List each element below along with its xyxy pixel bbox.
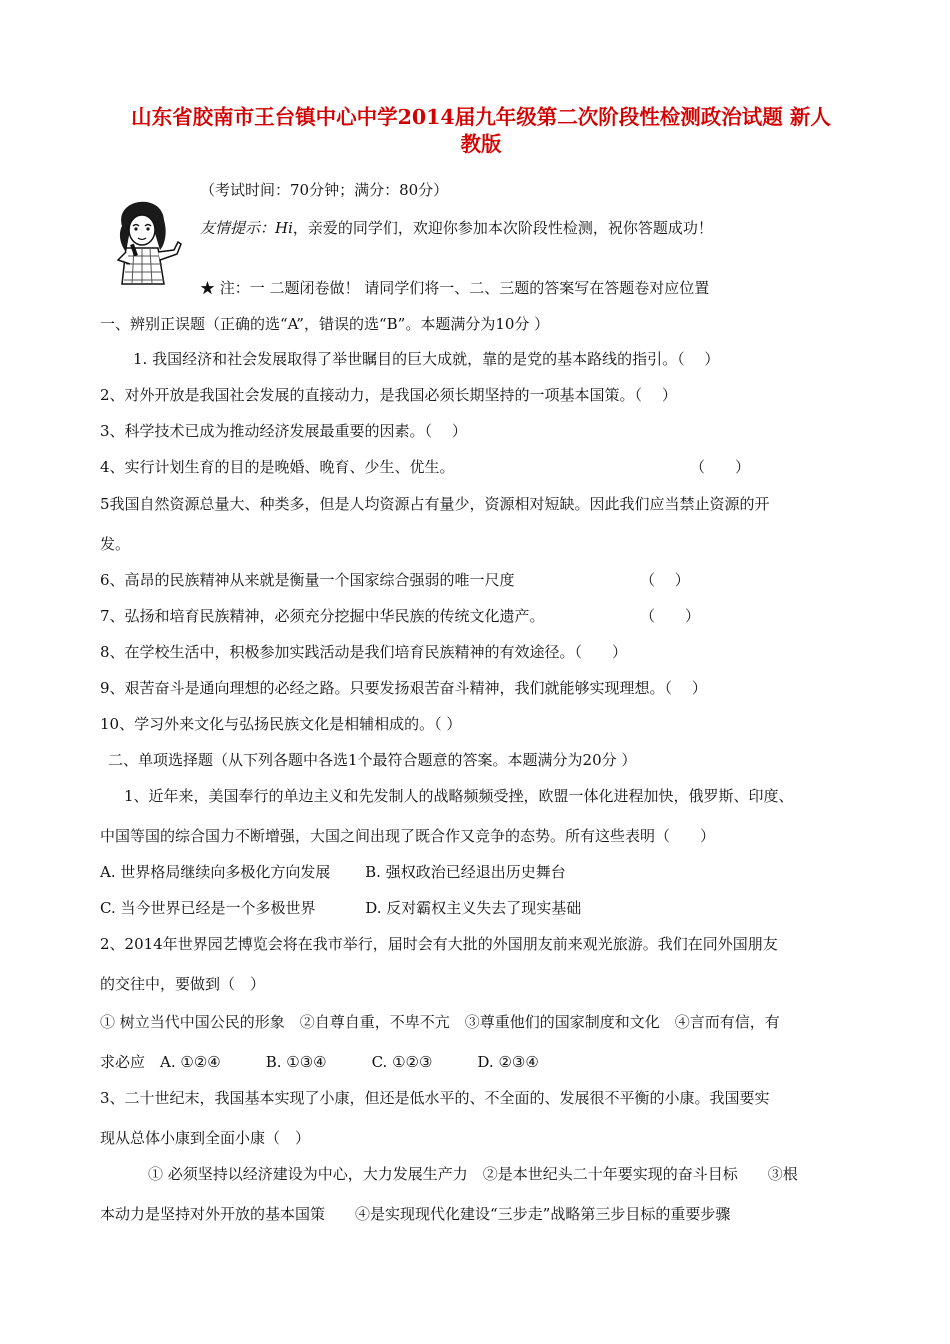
title-line-2: 教版	[460, 132, 502, 156]
tip-text: ，亲爱的同学们，欢迎你参加本次阶段性检测，祝你答题成功！	[292, 219, 713, 237]
document-title	[96, 104, 866, 158]
question-line: 发。	[100, 535, 131, 553]
question-line: 3、二十世纪末，我国基本实现了小康，但还是低水平的、不全面的、发展很不平衡的小康。我国要实	[100, 1089, 770, 1107]
option-line: A. 世界格局继续向多极化方向发展 B. 强权政治已经退出历史舞台	[100, 863, 566, 881]
question-line: 9、艰苦奋斗是通向理想的必经之路。只要发扬艰苦奋斗精神，我们就能够实现理想。（ ）	[100, 679, 707, 697]
question-line: 3、科学技术已成为推动经济发展最重要的因素。（ ）	[100, 422, 467, 440]
answer-blank: （ ）	[690, 458, 751, 476]
question-line: 5我国自然资源总量大、种类多，但是人均资源占有量少，资源相对短缺。因此我们应当禁止资源的开	[100, 495, 770, 513]
option-line: C. 当今世界已经是一个多极世界 D. 反对霸权主义失去了现实基础	[100, 899, 582, 917]
question-line: 的交往中，要做到（ ）	[100, 975, 266, 993]
girl-cartoon-icon	[104, 190, 184, 286]
question-line: 2、对外开放是我国社会发展的直接动力，是我国必须长期坚持的一项基本国策。（ ）	[100, 386, 677, 404]
section2-heading: 二、单项选择题（从下列各题中各选1个最符合题意的答案。本题满分为20分 ）	[108, 751, 637, 769]
answer-blank: （ ）	[640, 607, 701, 625]
tip-label: 友情提示：	[200, 219, 276, 237]
question-line: 8、在学校生活中，积极参加实践活动是我们培育民族精神的有效途径。（ ）	[100, 643, 628, 661]
title-line-1: 山东省胶南市王台镇中心中学2014届九年级第二次阶段性检测政治试题 新人	[131, 105, 831, 129]
question-line: 10、学习外来文化与弘扬民族文化是相辅相成的。（ ）	[100, 715, 462, 733]
question-line: 1、近年来，美国奉行的单边主义和先发制人的战略频频受挫，欧盟一体化进程加快，俄罗斯、印度、	[124, 787, 794, 805]
question-line: 中国等国的综合国力不断增强，大国之间出现了既合作又竞争的态势。所有这些表明（ ）	[100, 827, 716, 845]
option-line: ① 树立当代中国公民的形象 ②自尊自重，不卑不亢 ③尊重他们的国家制度和文化 ④言而有信，有	[100, 1013, 780, 1031]
answer-blank: （ ）	[640, 571, 690, 589]
question-line: 6、高昂的民族精神从来就是衡量一个国家综合强弱的唯一尺度	[100, 571, 515, 589]
question-line: 4、实行计划生育的目的是晚婚、晚育、少生、优生。	[100, 458, 455, 476]
question-line: 7、弘扬和培育民族精神，必须充分挖掘中华民族的传统文化遗产。	[100, 607, 545, 625]
question-line: 现从总体小康到全面小康（ ）	[100, 1129, 311, 1147]
note-line: ★ 注：一 二题闭卷做！ 请同学们将一、二、三题的答案写在答题卷对应位置	[200, 279, 710, 297]
section1-heading: 一、辨别正误题（正确的选“A”，错误的选“B”。本题满分为10分 ）	[100, 315, 550, 333]
exam-info: （考试时间：70分钟；满分：80分）	[200, 181, 449, 199]
option-line: 求必应 A. ①②④ B. ①③④ C. ①②③ D. ②③④	[100, 1053, 539, 1071]
option-line: 本动力是坚持对外开放的基本国策 ④是实现现代化建设“三步走”战略第三步目标的重要步骤	[100, 1205, 731, 1223]
question-line: 1. 我国经济和社会发展取得了举世瞩目的巨大成就，靠的是党的基本路线的指引。（ ）	[133, 350, 720, 368]
tip-hi: Hi	[275, 219, 293, 237]
option-line: ① 必须坚持以经济建设为中心，大力发展生产力 ②是本世纪头二十年要实现的奋斗目标 ③根	[148, 1165, 798, 1183]
friendly-tip	[200, 218, 713, 238]
question-line: 2、2014年世界园艺博览会将在我市举行，届时会有大批的外国朋友前来观光旅游。我们在同外国朋友	[100, 935, 778, 953]
